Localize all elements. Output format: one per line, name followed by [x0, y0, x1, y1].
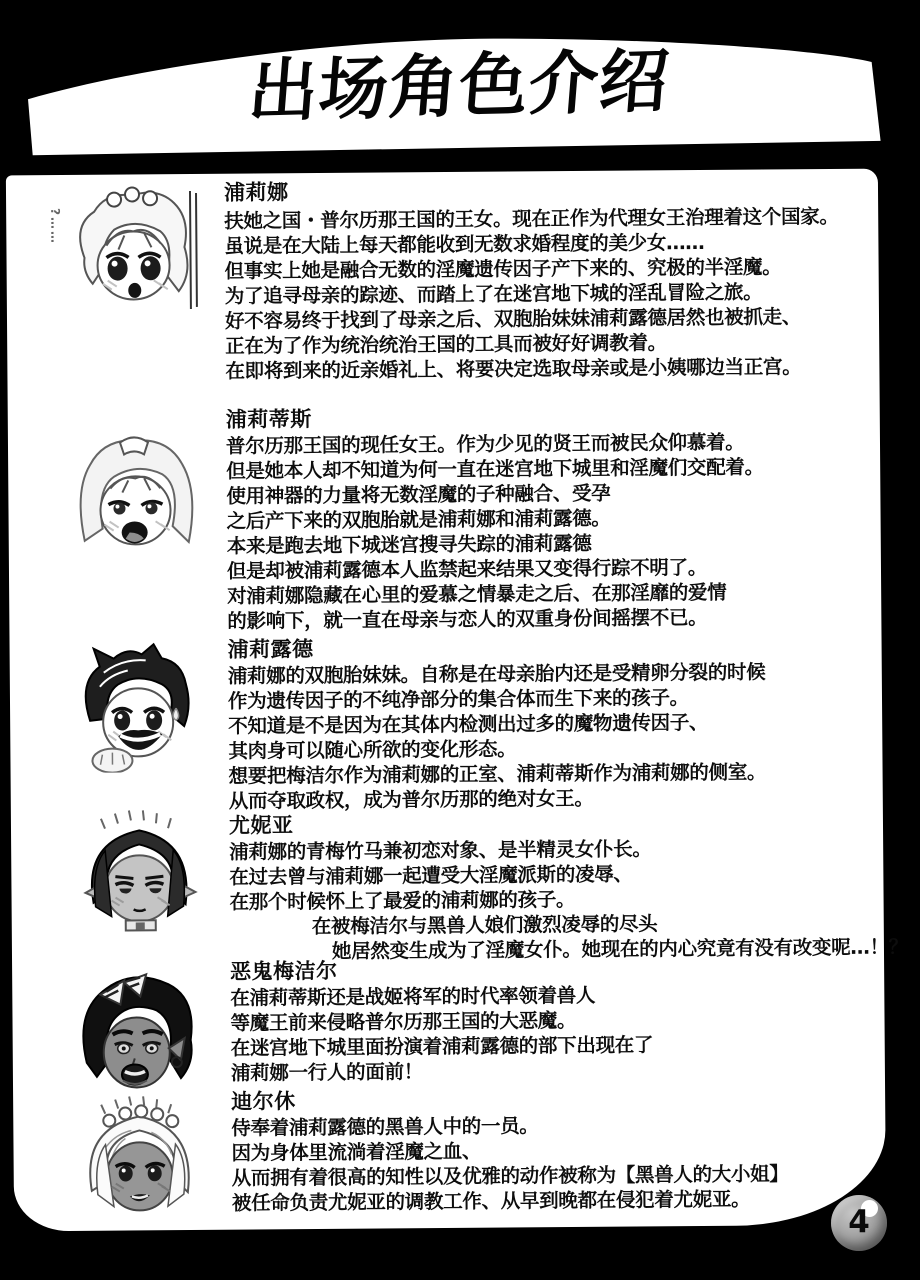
- purina-portrait-icon: [66, 185, 207, 316]
- page-number-badge: [831, 1195, 887, 1251]
- character-name: 浦莉露德: [227, 637, 314, 662]
- description-line: 扶她之国・普尔历那王国的王女。现在正作为代理女王治理着这个国家。: [224, 204, 839, 233]
- character-section-puritis: [8, 401, 882, 636]
- mejer-portrait-icon: [72, 970, 213, 1101]
- portrait-note: ?……: [48, 207, 63, 246]
- character-description: [228, 659, 883, 814]
- character-name: 浦莉娜: [223, 180, 289, 205]
- character-name: 浦莉蒂斯: [225, 407, 312, 432]
- description-line: 本来是跑去地下城迷宫搜寻失踪的浦莉露德: [226, 531, 592, 558]
- description-line: 但是却被浦莉露德本人监禁起来结果又变得行踪不明了。: [226, 555, 708, 583]
- yunia-portrait: [71, 806, 212, 937]
- character-description: [231, 1111, 886, 1216]
- description-line: 正在为了作为统治统治王国的工具而被好好调教着。: [225, 331, 667, 358]
- description-line: 在那个时候怀上了最爱的浦莉娜的孩子。: [229, 887, 576, 914]
- puritis-portrait-icon: [68, 430, 209, 561]
- description-line: 在被梅洁尔与黑兽人娘们激烈凌辱的尽头: [311, 912, 658, 939]
- character-name: 迪尔休: [231, 1089, 296, 1114]
- description-line: 使用神器的力量将无数淫魔的子种融合、受孕: [226, 481, 611, 508]
- description-line: 侍奉着浦莉露德的黑兽人中的一员。: [231, 1114, 539, 1140]
- description-line: 但事实上她是融合无数的淫魔遗传因子产下来的、究极的半淫魔。: [224, 255, 782, 283]
- description-line: 在过去曾与浦莉娜一起遭受大淫魔派斯的凌辱、: [229, 862, 633, 889]
- character-section-mejer: [12, 953, 885, 1088]
- description-line: 浦莉娜的青梅竹马兼初恋对象、是半精灵女仆长。: [229, 837, 652, 864]
- title-banner: [25, 29, 892, 162]
- puritis-portrait: [68, 430, 209, 561]
- description-line: 在浦莉蒂斯还是战姬将军的时代率领着兽人: [230, 983, 596, 1010]
- description-line: 她居然变生成为了淫魔女仆。她现在的内心究竟有没有改变呢…！？: [331, 935, 909, 963]
- purirude-portrait: [70, 642, 211, 773]
- purirude-portrait-icon: [70, 642, 211, 773]
- description-line: 但是她本人却不知道为何一直在迷宫地下城里和淫魔们交配着。: [226, 455, 764, 483]
- purina-portrait: [66, 185, 207, 316]
- dilhu-portrait: [73, 1094, 214, 1225]
- description-line: 因为身体里流淌着淫魔之血、: [231, 1139, 482, 1165]
- description-line: 作为遗传因子的不纯净部分的集合体而生下来的孩子。: [227, 686, 689, 713]
- description-line: 虽说是在大陆上每天都能收到无数求婚程度的美少女……: [224, 230, 705, 258]
- description-line: 好不容易终于找到了母亲之后、双胞胎妹妹浦莉露德居然也被抓走、: [224, 305, 802, 333]
- description-line: 之后产下来的双胞胎就是浦莉娜和浦莉露德。: [226, 506, 611, 533]
- character-name: 恶鬼梅洁尔: [230, 958, 338, 984]
- character-description: [229, 835, 909, 965]
- description-line: 的影响下，就一直在母亲与恋人的双重身份间摇摆不已。: [227, 605, 708, 633]
- description-line: 在即将到来的近亲婚礼上、将要决定选取母亲或是小姨哪边当正宫。: [225, 355, 802, 383]
- character-section-purina: [6, 174, 880, 386]
- description-line: 浦莉娜的双胞胎妹妹。自称是在母亲胎内还是受精卵分裂的时候: [227, 660, 766, 688]
- description-line: 不知道是不是因为在其体内检测出过多的魔物遗传因子、: [228, 710, 709, 738]
- page-title: 出场角色介绍: [245, 41, 673, 133]
- description-line: 从而夺取政权，成为普尔历那的绝对女王。: [228, 786, 594, 813]
- description-line: 等魔王前来侵略普尔历那王国的大恶魔。: [230, 1008, 577, 1035]
- character-name: 尤妮亚: [228, 813, 294, 838]
- description-line: 想要把梅洁尔作为浦莉娜的正室、浦莉蒂斯作为浦莉娜的侧室。: [228, 760, 767, 788]
- description-line: 从而拥有着很高的知性以及优雅的动作被称为【黑兽人的大小姐】: [231, 1162, 789, 1190]
- character-section-yunia: [11, 807, 909, 967]
- description-line: 普尔历那王国的现任女王。作为少见的贤王而被民众仰慕着。: [225, 430, 745, 458]
- content-sheet: [6, 169, 909, 1232]
- dilhu-portrait-icon: [73, 1094, 214, 1225]
- character-section-dilhu: [13, 1083, 886, 1218]
- character-section-purirude: [9, 631, 882, 816]
- character-description: [226, 429, 882, 634]
- mejer-portrait: [72, 970, 213, 1101]
- yunia-portrait-icon: [71, 806, 212, 937]
- character-description: [230, 981, 885, 1086]
- description-line: 为了追寻母亲的踪迹、而踏上了在迷宫地下城的淫乱冒险之旅。: [224, 280, 763, 308]
- description-line: 被任命负责尤妮亚的调教工作、从早到晚都在侵犯着尤妮亚。: [231, 1187, 751, 1215]
- description-line: 其肉身可以随心所欲的变化形态。: [228, 737, 517, 763]
- character-description: [224, 204, 879, 384]
- description-line: 浦莉娜一行人的面前！: [230, 1060, 424, 1085]
- page-number: 4: [848, 1204, 870, 1240]
- description-line: 对浦莉娜隐藏在心里的爱慕之情暴走之后、在那淫靡的爱情: [227, 580, 727, 608]
- description-line: 在迷宫地下城里面扮演着浦莉露德的部下出现在了: [230, 1033, 654, 1060]
